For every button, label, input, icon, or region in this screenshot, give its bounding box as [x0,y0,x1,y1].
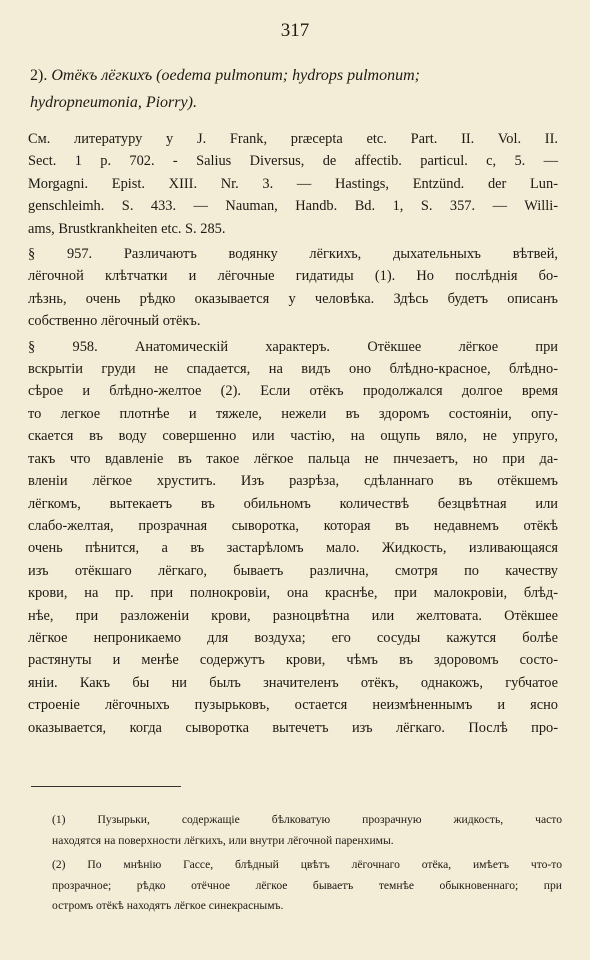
text-line: § 958. Анатомическій характеръ. Отёкшее лёгкое при [28,338,558,355]
text-line: яніи. Какъ бы ни былъ значителенъ отёкъ, однакожъ, губчатое [28,674,558,691]
section-latin-title: (oedema pulmonum; hydrops pulmonum; [152,67,420,84]
footnote-line: прозрачное; рѣдко отёчное лёгкое бываетъ темнѣе обыкновеннаго; при [52,878,562,892]
paragraph-literature [28,128,558,240]
footnote-line: остромъ отёкѣ находятъ лёгкое синекраснымъ. [52,899,284,912]
text-line: вскрытіи груди не спадается, на видъ оно блѣдно-красное, блѣдно- [28,361,558,378]
footnote-line: находятся на поверхности лёгкихъ, или внутри лёгочной паренхимы. [52,833,394,847]
text-line: очень пѣнится, а въ застарѣломъ мало. Жидкость, изливающаяся [28,540,558,557]
footnote-1 [52,810,562,851]
paragraph-958 [28,336,558,739]
section-latin-title-cont: hydropneumonia, Piorry). [30,94,197,111]
text-line: См. литературу у J. Frank, præcepta etc. Part. II. Vol. II. [28,131,558,147]
text-line: лёгкое непроникаемо для воздуха; его сосуды кажутся болѣе [28,629,558,646]
paragraph-957 [28,243,558,333]
text-line: ams, Brustkrankheiten etc. S. 285. [28,220,226,237]
section-number: 2). [30,67,52,84]
text-line: лёгочной клѣтчатки и лёгочные гидатиды (1). Но послѣднія бо- [28,268,558,285]
text-line: слабо-желтая, прозрачная сыворотка, которая въ недавнемъ отёкѣ [28,517,558,534]
section-title: Отёкъ лёгкихъ [51,67,153,84]
section-heading [30,62,558,116]
page-number: 317 [280,20,310,41]
text-line: сѣрое и блѣдно-желтое (2). Если отёкъ продолжался долгое время [28,383,558,400]
text-line: Morgagni. Epist. XIII. Nr. 3. — Hastings, Entzünd. der Lun- [28,175,558,192]
text-line: крови, на пр. при полнокровіи, она краснѣе, при малокровіи, блѣд- [28,585,558,602]
footnote-2 [52,855,562,917]
text-line: нѣе, при разложеніи крови, разноцвѣтна или желтовата. Отёкшее [28,607,558,624]
text-line: растянуты и менѣе содержутъ крови, чѣмъ въ здоровомъ состо- [28,652,558,669]
text-line: Sect. 1 p. 702. - Salius Diversus, de affectib. particul. c, 5. — [28,153,558,170]
text-line: такъ что вдавленіе въ такое лёгкое пальца не пнчезаетъ, но при да- [28,450,558,467]
footnotes [52,810,562,917]
footnote-line: (1) Пузырьки, содержащіе бѣлковатую прозрачную жидкость, часто [52,813,562,826]
text-line: собственно лёгочный отёкъ. [28,313,201,330]
footnote-line: (2) По мнѣнію Гассе, блѣдный цвѣтъ лёгочнаго отёка, имѣетъ что-то [52,858,562,871]
footnote-divider [31,786,181,787]
text-line: вленіи лёгкое хруститъ. Изъ разрѣза, сдѣланнаго въ отёкшемъ [28,473,558,490]
text-line: скается въ воду совершенно или частію, на ощупь вяло, не упруго, [28,428,558,445]
text-line: оказывается, когда сыворотка вытечетъ изъ лёгкаго. Послѣ про- [28,719,558,736]
body-text [28,128,558,739]
text-line: изъ отёкшаго лёгкаго, бываетъ различна, смотря по качеству [28,562,558,579]
text-line: genschleimh. S. 433. — Nauman, Handb. Bd. 1, S. 357. — Willi- [28,198,558,215]
text-line: лёгкомъ, вытекаетъ въ обильномъ количествѣ безцвѣтная или [28,495,558,512]
text-line: § 957. Различаютъ водянку лёгкихъ, дыхательныхъ вѣтвей, [28,246,558,263]
text-line: то легкое плотнѣе и тяжеле, нежели въ здоромъ состояніи, опу- [28,405,558,422]
text-line: лѣзнь, очень рѣдко оказывается у человѣка. Здѣсь будетъ описанъ [28,290,558,307]
text-line: строеніе лёгочныхъ пузырьковъ, остается неизмѣненнымъ и ясно [28,697,558,714]
